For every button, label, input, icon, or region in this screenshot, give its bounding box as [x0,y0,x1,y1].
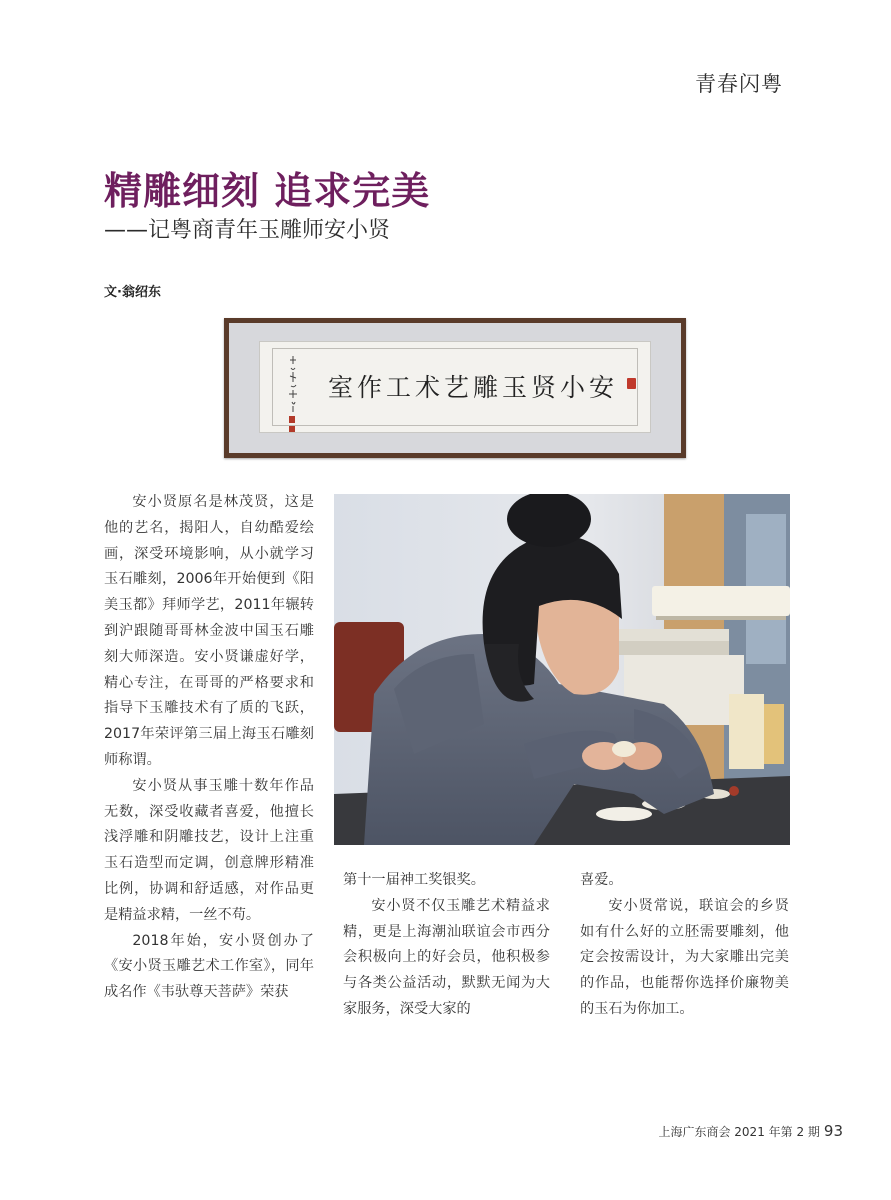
body-column-2 [343,868,550,1023]
calligraphy-mat [229,323,681,453]
calligraphy-text: 安小贤玉雕艺术工作室 [327,373,618,402]
carver-photo [334,494,790,845]
article-subtitle: ——记粤商青年玉雕师安小贤 [104,218,391,243]
paragraph: 2018年始，安小贤创办了《安小贤玉雕艺术工作室》，同年成名作《韦驮尊天菩萨》荣获 [104,932,314,1001]
paragraph: 安小贤不仅玉雕艺术精益求精，更是上海潮汕联谊会市西分会积极向上的好会员，他积极参与各类公益活动，默默无闻为大家服务，深受大家的 [343,897,550,1017]
publication-name: 上海广东商会 2021 年第 2 期 [658,1125,820,1139]
signature-strokes [286,354,300,414]
calligraphy-image [224,318,686,458]
seal-stamp-small [289,416,295,423]
body-column-1 [104,490,314,1006]
paragraph: 安小贤从事玉雕十数年作品无数，深受收藏者喜爱，他擅长浅浮雕和阴雕技艺，设计上注重玉石造型而定调，创意牌形精准比例，协调和舒适感，对作品更是精益求精，一丝不苟。 [104,777,314,923]
article-title: 精雕细刻 追求完美 [104,169,431,213]
paragraph: 安小贤原名是林茂贤，这是他的艺名，揭阳人，自幼酷爱绘画，深受环境影响，从小就学习玉石雕刻，2006年开始便到《阳美玉都》拜师学艺，2011年辗转到沪跟随哥哥林金波中国玉石雕刻大师深造。安小贤谦虚好学，精心专注，在哥哥的严格要求和指导下玉雕技术有了质的飞跃，2017年荣评第三届上海玉石雕刻师称谓。 [104,494,314,768]
carver-photo-illustration [334,494,790,845]
section-label: 青春闪粤 [695,72,783,96]
byline: 文·翁绍东 [104,285,161,300]
seal-stamp-small-2 [289,426,295,433]
calligraphy-signature [286,354,300,414]
page-number: 93 [823,1122,843,1140]
calligraphy-paper [259,341,651,433]
paragraph: 安小贤常说，联谊会的乡贤如有什么好的立胚需要雕刻，他定会按需设计，为大家雕出完美的作品，也能帮你选择价廉物美的玉石为你加工。 [580,897,789,1017]
body-column-3 [580,868,789,1023]
seal-stamp [627,378,636,389]
page-footer [658,1122,843,1140]
paragraph-continued: 喜爱。 [580,872,623,888]
paragraph-continued: 第十一届神工奖银奖。 [343,872,485,888]
